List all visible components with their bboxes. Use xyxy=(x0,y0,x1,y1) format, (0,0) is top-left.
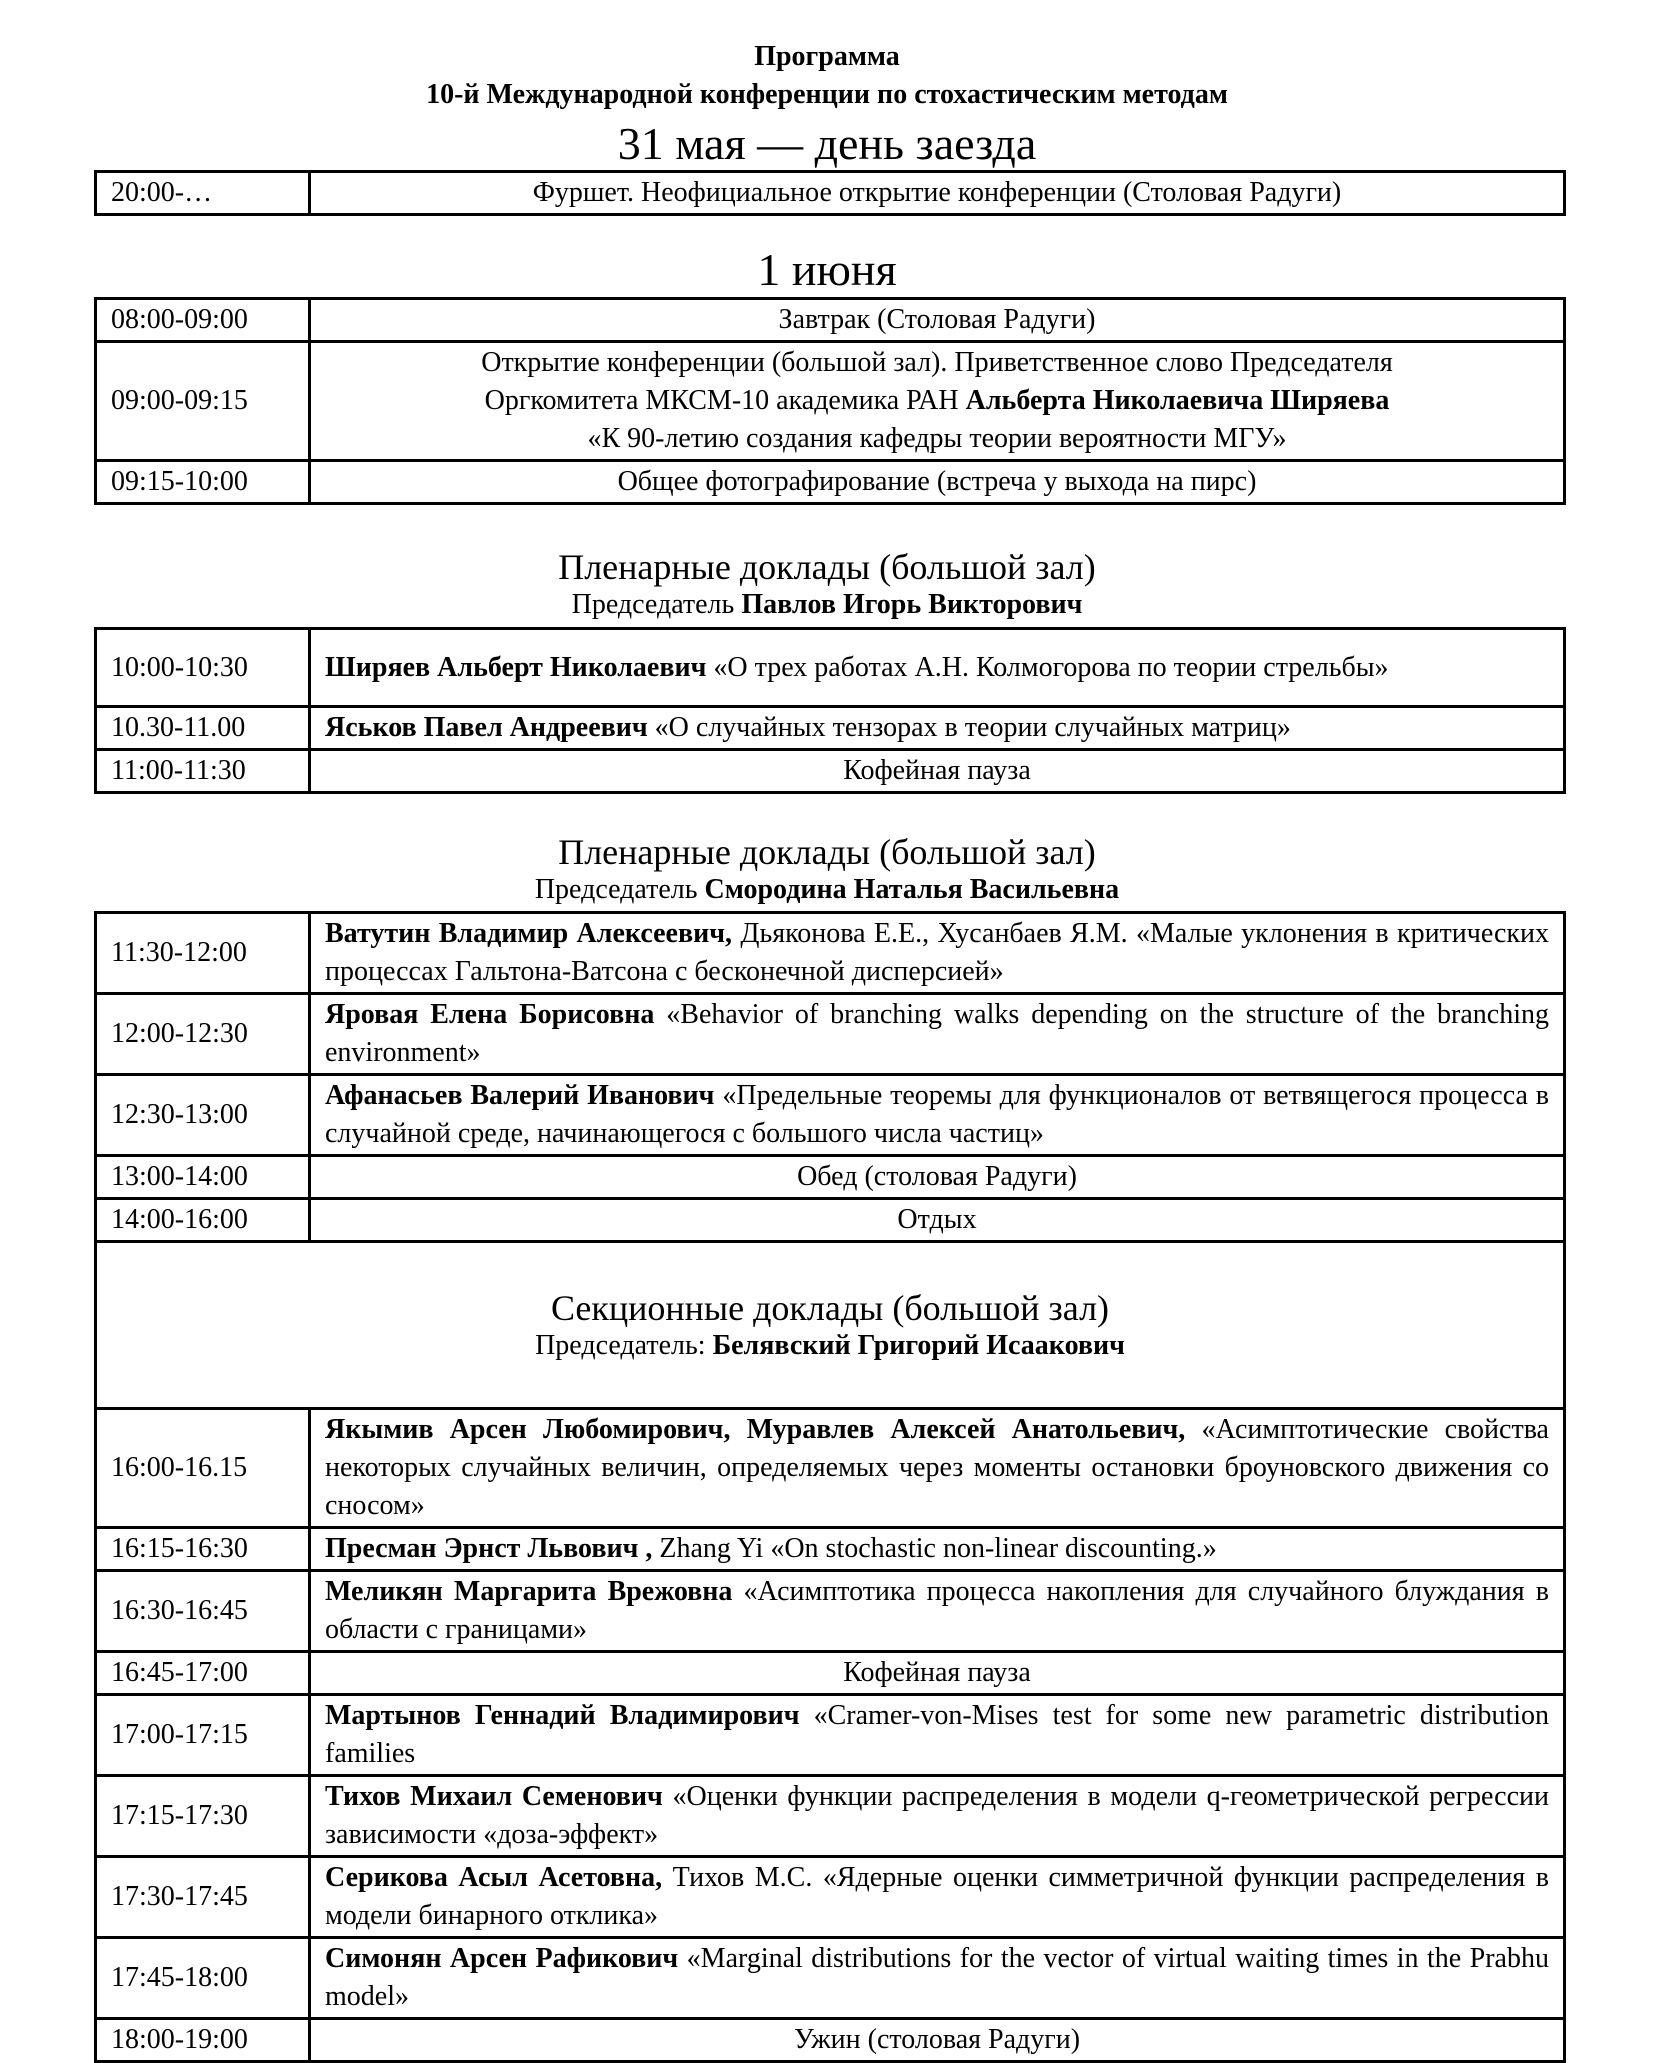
session-title: Пленарные доклады (большой зал) xyxy=(558,832,1096,872)
talk-title: «Асимптотика процесса накопления для случайного блуждания в области с границами» xyxy=(325,1576,1549,1645)
time-cell: 09:15-10:00 xyxy=(96,461,310,504)
talk-title: «Behavior of branching walks depending on the structure of the branching environment» xyxy=(325,999,1549,1068)
table-row xyxy=(96,2019,1565,2062)
talk-title: «Асимптотические свойства некоторых случайных величин, определяемых через моменты остановки броуновского движения со сносом» xyxy=(325,1414,1549,1521)
time-cell: 17:15-17:30 xyxy=(96,1776,310,1857)
table-row xyxy=(96,707,1565,750)
speaker-name: Меликян Маргарита Врежовна xyxy=(325,1576,733,1607)
chair-label: Председатель: xyxy=(535,1330,713,1361)
talk-title: Дьяконова Е.Е., Хусанбаев Я.М. «Малые уклонения в критических процессах Гальтона-Ватсона с бесконечной дисперсией» xyxy=(325,918,1549,987)
speaker-name: Пресман Эрнст Львович , xyxy=(325,1533,653,1564)
speaker-name: Афанасьев Валерий Иванович xyxy=(325,1080,715,1111)
time-cell: 16:30-16:45 xyxy=(96,1571,310,1652)
table-row xyxy=(96,1938,1565,2019)
talk-title: «Cramer-von-Mises test for some new parametric distribution families xyxy=(325,1700,1550,1769)
conference-title: 10-й Международной конференции по стохастическим методам xyxy=(426,79,1228,110)
plenary-session-1-header xyxy=(0,546,1654,622)
session-title: Пленарные доклады (большой зал) xyxy=(558,547,1096,587)
table-row xyxy=(96,1776,1565,1857)
speaker-name: Ватутин Владимир Алексеевич, xyxy=(325,918,732,949)
opening-line-3: «К 90-летию создания кафедры теории вероятности МГУ» xyxy=(587,423,1287,454)
event-cell: Ужин (столовая Радуги) xyxy=(310,2019,1565,2062)
talk-cell xyxy=(310,1075,1565,1156)
speaker-name: Якымив Арсен Любомирович, Муравлев Алексей Анатольевич, xyxy=(325,1414,1186,1445)
table-row xyxy=(96,1695,1565,1776)
schedule-table-plenary-2 xyxy=(94,911,1566,2063)
chair-label: Председатель xyxy=(534,874,705,905)
time-cell: 11:00-11:30 xyxy=(96,750,310,793)
talk-title: «Предельные теоремы для функционалов от ветвящегося процесса в случайной среде, начинающегося с большого числа частиц» xyxy=(325,1080,1549,1149)
talk-title: «Оценки функции распределения в модели q-геометрической регрессии зависимости «доза-эффект» xyxy=(325,1781,1549,1850)
table-row xyxy=(96,994,1565,1075)
talk-cell xyxy=(310,1571,1565,1652)
chair-label: Председатель xyxy=(571,589,742,620)
table-row xyxy=(96,342,1565,461)
chair-name: Павлов Игорь Викторович xyxy=(741,589,1083,620)
talk-cell xyxy=(310,1857,1565,1938)
event-cell: Общее фотографирование (встреча у выхода на пирс) xyxy=(310,461,1565,504)
talk-cell xyxy=(310,707,1565,750)
speaker-name: Яськов Павел Андреевич xyxy=(325,712,648,743)
time-cell: 14:00-16:00 xyxy=(96,1199,310,1242)
session-chair xyxy=(0,588,1654,622)
schedule-table-plenary-1 xyxy=(94,627,1566,794)
program-heading: Программа xyxy=(754,41,900,72)
table-row xyxy=(96,1242,1565,1409)
time-cell: 16:45-17:00 xyxy=(96,1652,310,1695)
time-cell: 17:00-17:15 xyxy=(96,1695,310,1776)
session-chair xyxy=(0,873,1654,907)
event-cell: Завтрак (Столовая Радуги) xyxy=(310,299,1565,342)
time-cell: 20:00-… xyxy=(96,172,310,215)
event-cell xyxy=(310,342,1565,461)
speaker-name: Серикова Асыл Асетовна, xyxy=(325,1862,663,1893)
sectional-session-header xyxy=(96,1242,1565,1409)
talk-title: Тихов М.С. «Ядерные оценки симметричной функции распределения в модели бинарного отклика» xyxy=(325,1862,1549,1931)
time-cell: 16:15-16:30 xyxy=(96,1528,310,1571)
table-row xyxy=(96,1075,1565,1156)
time-cell: 12:00-12:30 xyxy=(96,994,310,1075)
time-cell: 10:00-10:30 xyxy=(96,629,310,707)
time-cell: 10.30-11.00 xyxy=(96,707,310,750)
table-row xyxy=(96,1571,1565,1652)
table-row xyxy=(96,1199,1565,1242)
speaker-name: Ширяев Альберт Николаевич xyxy=(325,651,707,683)
event-cell: Отдых xyxy=(310,1199,1565,1242)
talk-title: «О трех работах А.Н. Колмогорова по теории стрельбы» xyxy=(706,651,1389,683)
table-row xyxy=(96,1857,1565,1938)
talk-cell xyxy=(310,1938,1565,2019)
chair-name: Смородина Наталья Васильевна xyxy=(704,874,1120,905)
opening-speaker: Альберта Николаевича Ширяева xyxy=(965,385,1390,416)
time-cell: 13:00-14:00 xyxy=(96,1156,310,1199)
talk-title: «О случайных тензорах в теории случайных матриц» xyxy=(647,712,1291,743)
time-cell: 17:45-18:00 xyxy=(96,1938,310,2019)
talk-cell xyxy=(310,913,1565,994)
talk-cell xyxy=(310,1409,1565,1528)
event-cell: Кофейная пауза xyxy=(310,750,1565,793)
session-title: Секционные доклады (большой зал) xyxy=(550,1288,1110,1328)
table-row xyxy=(96,1409,1565,1528)
table-row xyxy=(96,629,1565,707)
speaker-name: Тихов Михаил Семенович xyxy=(325,1781,663,1812)
table-row xyxy=(96,172,1565,215)
table-row xyxy=(96,1156,1565,1199)
time-cell: 16:00-16.15 xyxy=(96,1409,310,1528)
plenary-session-2-header xyxy=(0,831,1654,907)
table-row xyxy=(96,1652,1565,1695)
opening-line-2: Оргкомитета МКСМ-10 академика РАН xyxy=(484,385,966,416)
session-chair xyxy=(111,1329,1549,1363)
talk-title: Zhang Yi «On stochastic non-linear discounting.» xyxy=(652,1533,1217,1564)
speaker-name: Мартынов Геннадий Владимирович xyxy=(325,1700,800,1731)
schedule-table-may31 xyxy=(94,170,1566,216)
event-cell: Фуршет. Неофициальное открытие конференции (Столовая Радуги) xyxy=(310,172,1565,215)
opening-line-1: Открытие конференции (большой зал). Приветственное слово Председателя xyxy=(481,347,1393,378)
table-row xyxy=(96,1528,1565,1571)
day-title-may31: 31 мая — день заезда xyxy=(617,118,1037,169)
time-cell: 09:00-09:15 xyxy=(96,342,310,461)
time-cell: 12:30-13:00 xyxy=(96,1075,310,1156)
schedule-table-june1-morning xyxy=(94,297,1566,505)
day-title-june1: 1 июня xyxy=(757,244,897,295)
time-cell: 17:30-17:45 xyxy=(96,1857,310,1938)
talk-cell xyxy=(310,1776,1565,1857)
talk-cell xyxy=(310,629,1565,707)
table-row xyxy=(96,461,1565,504)
talk-cell xyxy=(310,1528,1565,1571)
table-row xyxy=(96,750,1565,793)
talk-cell xyxy=(310,1695,1565,1776)
table-row xyxy=(96,299,1565,342)
time-cell: 08:00-09:00 xyxy=(96,299,310,342)
time-cell: 18:00-19:00 xyxy=(96,2019,310,2062)
chair-name: Белявский Григорий Исаакович xyxy=(712,1330,1125,1361)
talk-title: «Marginal distributions for the vector of virtual waiting times in the Prabhu model» xyxy=(325,1943,1549,2012)
table-row xyxy=(96,913,1565,994)
speaker-name: Симонян Арсен Рафикович xyxy=(325,1943,679,1974)
event-cell: Кофейная пауза xyxy=(310,1652,1565,1695)
time-cell: 11:30-12:00 xyxy=(96,913,310,994)
speaker-name: Яровая Елена Борисовна xyxy=(325,999,655,1030)
event-cell: Обед (столовая Радуги) xyxy=(310,1156,1565,1199)
talk-cell xyxy=(310,994,1565,1075)
